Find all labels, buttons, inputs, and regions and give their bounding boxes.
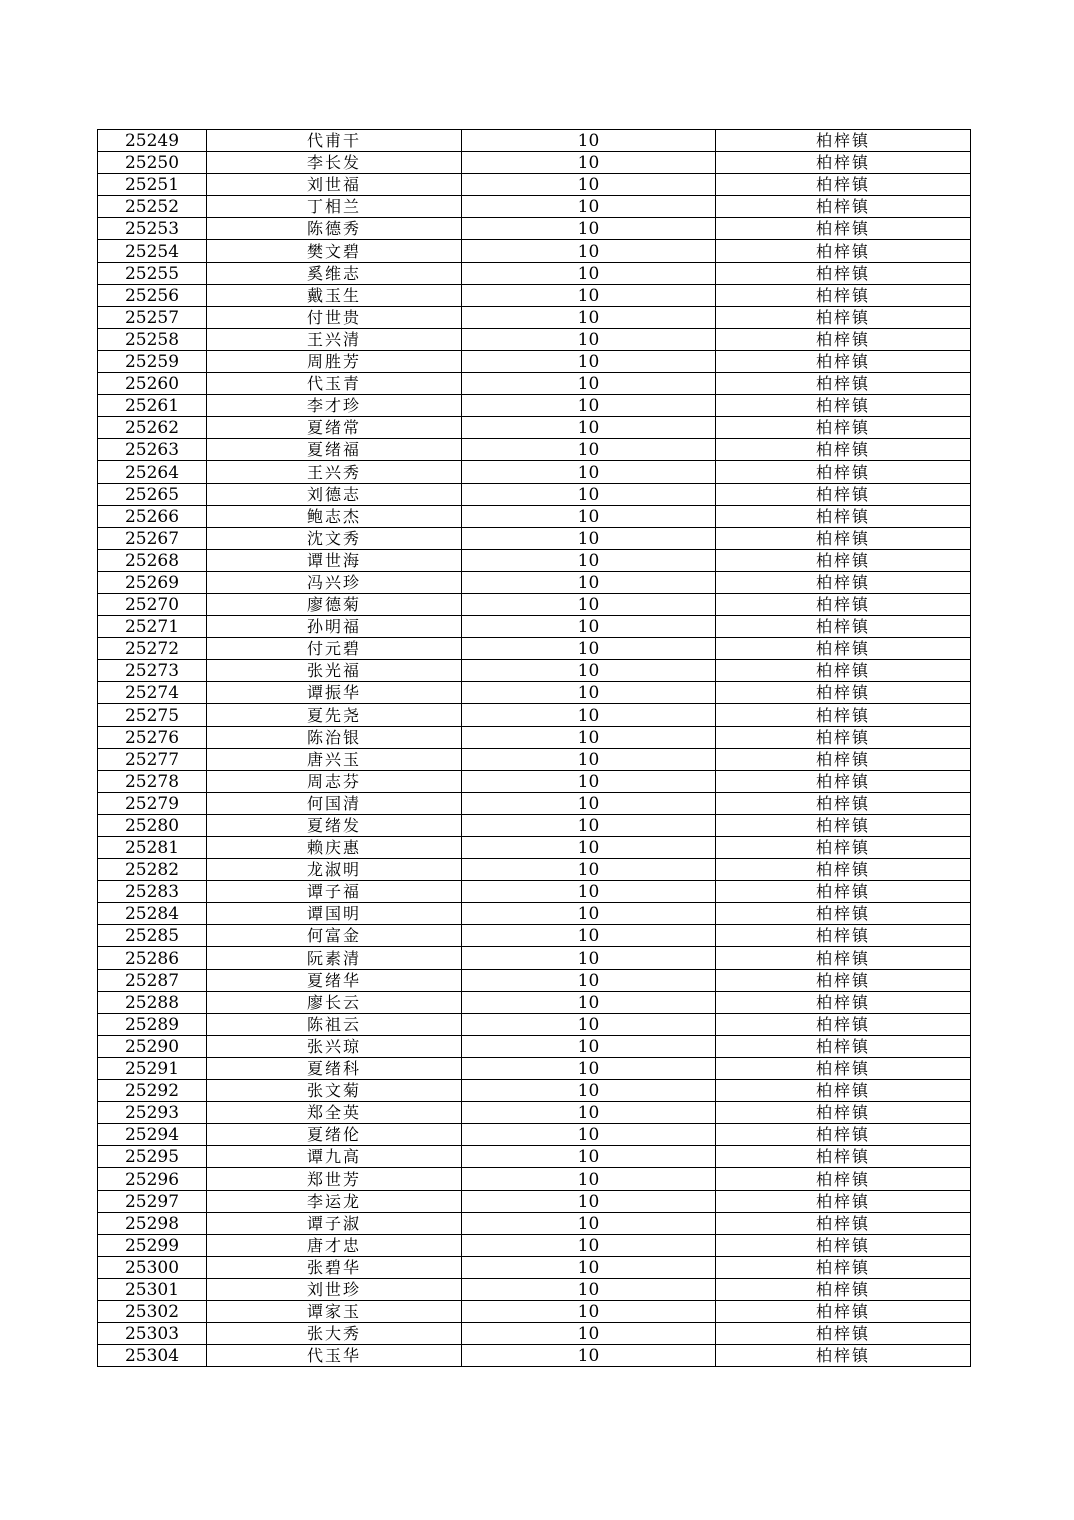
row-number-cell: 25299 — [98, 1234, 207, 1256]
row-number-cell: 25259 — [98, 350, 207, 372]
town-cell: 柏梓镇 — [716, 638, 971, 660]
amount-cell: 10 — [462, 969, 716, 991]
town-cell: 柏梓镇 — [716, 1256, 971, 1278]
name-cell: 夏先尧 — [207, 704, 462, 726]
town-cell: 柏梓镇 — [716, 903, 971, 925]
town-cell: 柏梓镇 — [716, 704, 971, 726]
town-cell: 柏梓镇 — [716, 130, 971, 152]
table-row — [98, 881, 971, 903]
amount-cell: 10 — [462, 748, 716, 770]
town-cell: 柏梓镇 — [716, 571, 971, 593]
town-cell: 柏梓镇 — [716, 439, 971, 461]
table-row — [98, 1234, 971, 1256]
town-cell: 柏梓镇 — [716, 395, 971, 417]
table-row — [98, 417, 971, 439]
table-row — [98, 284, 971, 306]
row-number-cell: 25278 — [98, 770, 207, 792]
town-cell: 柏梓镇 — [716, 660, 971, 682]
amount-cell: 10 — [462, 1190, 716, 1212]
row-number-cell: 25302 — [98, 1300, 207, 1322]
row-number-cell: 25277 — [98, 748, 207, 770]
row-number-cell: 25265 — [98, 483, 207, 505]
row-number-cell: 25270 — [98, 593, 207, 615]
table-row — [98, 571, 971, 593]
name-cell: 沈文秀 — [207, 527, 462, 549]
town-cell: 柏梓镇 — [716, 616, 971, 638]
name-cell: 冯兴珍 — [207, 571, 462, 593]
amount-cell: 10 — [462, 240, 716, 262]
amount-cell: 10 — [462, 527, 716, 549]
amount-cell: 10 — [462, 174, 716, 196]
name-cell: 陈治银 — [207, 726, 462, 748]
table-row — [98, 837, 971, 859]
row-number-cell: 25284 — [98, 903, 207, 925]
town-cell: 柏梓镇 — [716, 1080, 971, 1102]
name-cell: 周胜芳 — [207, 350, 462, 372]
row-number-cell: 25286 — [98, 947, 207, 969]
table-row — [98, 991, 971, 1013]
name-cell: 奚维志 — [207, 262, 462, 284]
name-cell: 赖庆惠 — [207, 837, 462, 859]
name-cell: 张文菊 — [207, 1080, 462, 1102]
town-cell: 柏梓镇 — [716, 196, 971, 218]
amount-cell: 10 — [462, 218, 716, 240]
amount-cell: 10 — [462, 328, 716, 350]
name-cell: 付世贵 — [207, 306, 462, 328]
row-number-cell: 25303 — [98, 1323, 207, 1345]
name-cell: 何国清 — [207, 792, 462, 814]
row-number-cell: 25304 — [98, 1345, 207, 1367]
data-table — [97, 129, 971, 1367]
table-row — [98, 748, 971, 770]
table-row — [98, 505, 971, 527]
row-number-cell: 25279 — [98, 792, 207, 814]
name-cell: 谭家玉 — [207, 1300, 462, 1322]
town-cell: 柏梓镇 — [716, 1234, 971, 1256]
town-cell: 柏梓镇 — [716, 218, 971, 240]
name-cell: 李长发 — [207, 152, 462, 174]
table-row — [98, 682, 971, 704]
name-cell: 付元碧 — [207, 638, 462, 660]
amount-cell: 10 — [462, 505, 716, 527]
amount-cell: 10 — [462, 925, 716, 947]
town-cell: 柏梓镇 — [716, 152, 971, 174]
amount-cell: 10 — [462, 417, 716, 439]
row-number-cell: 25289 — [98, 1013, 207, 1035]
name-cell: 张大秀 — [207, 1323, 462, 1345]
amount-cell: 10 — [462, 770, 716, 792]
amount-cell: 10 — [462, 1102, 716, 1124]
table-row — [98, 549, 971, 571]
row-number-cell: 25258 — [98, 328, 207, 350]
table-row — [98, 218, 971, 240]
amount-cell: 10 — [462, 152, 716, 174]
town-cell: 柏梓镇 — [716, 284, 971, 306]
town-cell: 柏梓镇 — [716, 770, 971, 792]
row-number-cell: 25292 — [98, 1080, 207, 1102]
name-cell: 郑世芳 — [207, 1168, 462, 1190]
town-cell: 柏梓镇 — [716, 505, 971, 527]
table-row — [98, 969, 971, 991]
town-cell: 柏梓镇 — [716, 991, 971, 1013]
name-cell: 张光福 — [207, 660, 462, 682]
amount-cell: 10 — [462, 571, 716, 593]
row-number-cell: 25287 — [98, 969, 207, 991]
amount-cell: 10 — [462, 130, 716, 152]
row-number-cell: 25263 — [98, 439, 207, 461]
amount-cell: 10 — [462, 1146, 716, 1168]
row-number-cell: 25249 — [98, 130, 207, 152]
table-row — [98, 947, 971, 969]
name-cell: 李运龙 — [207, 1190, 462, 1212]
name-cell: 李才珍 — [207, 395, 462, 417]
town-cell: 柏梓镇 — [716, 1013, 971, 1035]
table-row — [98, 616, 971, 638]
name-cell: 夏绪福 — [207, 439, 462, 461]
row-number-cell: 25297 — [98, 1190, 207, 1212]
table-row — [98, 527, 971, 549]
row-number-cell: 25260 — [98, 373, 207, 395]
name-cell: 龙淑明 — [207, 859, 462, 881]
amount-cell: 10 — [462, 306, 716, 328]
name-cell: 陈祖云 — [207, 1013, 462, 1035]
town-cell: 柏梓镇 — [716, 328, 971, 350]
amount-cell: 10 — [462, 350, 716, 372]
row-number-cell: 25262 — [98, 417, 207, 439]
row-number-cell: 25272 — [98, 638, 207, 660]
table-row — [98, 792, 971, 814]
name-cell: 代甫干 — [207, 130, 462, 152]
table-row — [98, 240, 971, 262]
table-row — [98, 726, 971, 748]
row-number-cell: 25276 — [98, 726, 207, 748]
amount-cell: 10 — [462, 991, 716, 1013]
table-row — [98, 395, 971, 417]
name-cell: 戴玉生 — [207, 284, 462, 306]
name-cell: 谭九高 — [207, 1146, 462, 1168]
row-number-cell: 25280 — [98, 814, 207, 836]
town-cell: 柏梓镇 — [716, 969, 971, 991]
table-row — [98, 1035, 971, 1057]
amount-cell: 10 — [462, 1345, 716, 1367]
amount-cell: 10 — [462, 1013, 716, 1035]
amount-cell: 10 — [462, 1278, 716, 1300]
town-cell: 柏梓镇 — [716, 549, 971, 571]
town-cell: 柏梓镇 — [716, 947, 971, 969]
town-cell: 柏梓镇 — [716, 1345, 971, 1367]
amount-cell: 10 — [462, 1035, 716, 1057]
town-cell: 柏梓镇 — [716, 306, 971, 328]
town-cell: 柏梓镇 — [716, 837, 971, 859]
table-row — [98, 152, 971, 174]
name-cell: 刘世珍 — [207, 1278, 462, 1300]
name-cell: 夏绪伦 — [207, 1124, 462, 1146]
town-cell: 柏梓镇 — [716, 925, 971, 947]
table-row — [98, 1080, 971, 1102]
town-cell: 柏梓镇 — [716, 748, 971, 770]
row-number-cell: 25283 — [98, 881, 207, 903]
town-cell: 柏梓镇 — [716, 1323, 971, 1345]
table-row — [98, 196, 971, 218]
amount-cell: 10 — [462, 660, 716, 682]
town-cell: 柏梓镇 — [716, 682, 971, 704]
name-cell: 孙明福 — [207, 616, 462, 638]
amount-cell: 10 — [462, 1124, 716, 1146]
name-cell: 张兴琼 — [207, 1035, 462, 1057]
town-cell: 柏梓镇 — [716, 262, 971, 284]
amount-cell: 10 — [462, 284, 716, 306]
row-number-cell: 25282 — [98, 859, 207, 881]
table-row — [98, 1102, 971, 1124]
row-number-cell: 25295 — [98, 1146, 207, 1168]
table-row — [98, 1190, 971, 1212]
row-number-cell: 25275 — [98, 704, 207, 726]
row-number-cell: 25255 — [98, 262, 207, 284]
name-cell: 樊文碧 — [207, 240, 462, 262]
town-cell: 柏梓镇 — [716, 240, 971, 262]
name-cell: 代玉青 — [207, 373, 462, 395]
name-cell: 张碧华 — [207, 1256, 462, 1278]
table-row — [98, 859, 971, 881]
amount-cell: 10 — [462, 1234, 716, 1256]
town-cell: 柏梓镇 — [716, 350, 971, 372]
row-number-cell: 25288 — [98, 991, 207, 1013]
town-cell: 柏梓镇 — [716, 1212, 971, 1234]
amount-cell: 10 — [462, 726, 716, 748]
table-row — [98, 306, 971, 328]
table-row — [98, 1300, 971, 1322]
name-cell: 鲍志杰 — [207, 505, 462, 527]
amount-cell: 10 — [462, 1057, 716, 1079]
amount-cell: 10 — [462, 1212, 716, 1234]
name-cell: 谭子淑 — [207, 1212, 462, 1234]
amount-cell: 10 — [462, 395, 716, 417]
row-number-cell: 25293 — [98, 1102, 207, 1124]
amount-cell: 10 — [462, 483, 716, 505]
table-row — [98, 1323, 971, 1345]
town-cell: 柏梓镇 — [716, 1124, 971, 1146]
amount-cell: 10 — [462, 1300, 716, 1322]
table-row — [98, 903, 971, 925]
name-cell: 廖长云 — [207, 991, 462, 1013]
town-cell: 柏梓镇 — [716, 527, 971, 549]
amount-cell: 10 — [462, 439, 716, 461]
row-number-cell: 25274 — [98, 682, 207, 704]
name-cell: 刘世福 — [207, 174, 462, 196]
town-cell: 柏梓镇 — [716, 1102, 971, 1124]
name-cell: 谭振华 — [207, 682, 462, 704]
town-cell: 柏梓镇 — [716, 792, 971, 814]
table-row — [98, 1212, 971, 1234]
amount-cell: 10 — [462, 814, 716, 836]
name-cell: 廖德菊 — [207, 593, 462, 615]
table-row — [98, 373, 971, 395]
row-number-cell: 25257 — [98, 306, 207, 328]
table-row — [98, 704, 971, 726]
name-cell: 王兴清 — [207, 328, 462, 350]
table-row — [98, 262, 971, 284]
town-cell: 柏梓镇 — [716, 1057, 971, 1079]
amount-cell: 10 — [462, 881, 716, 903]
row-number-cell: 25268 — [98, 549, 207, 571]
row-number-cell: 25252 — [98, 196, 207, 218]
amount-cell: 10 — [462, 792, 716, 814]
name-cell: 唐兴玉 — [207, 748, 462, 770]
amount-cell: 10 — [462, 837, 716, 859]
name-cell: 代玉华 — [207, 1345, 462, 1367]
amount-cell: 10 — [462, 461, 716, 483]
name-cell: 夏绪发 — [207, 814, 462, 836]
row-number-cell: 25256 — [98, 284, 207, 306]
table-row — [98, 1256, 971, 1278]
name-cell: 夏绪科 — [207, 1057, 462, 1079]
amount-cell: 10 — [462, 947, 716, 969]
name-cell: 唐才忠 — [207, 1234, 462, 1256]
row-number-cell: 25261 — [98, 395, 207, 417]
row-number-cell: 25294 — [98, 1124, 207, 1146]
row-number-cell: 25273 — [98, 660, 207, 682]
amount-cell: 10 — [462, 682, 716, 704]
name-cell: 陈德秀 — [207, 218, 462, 240]
table-body — [98, 130, 971, 1367]
row-number-cell: 25290 — [98, 1035, 207, 1057]
name-cell: 何富金 — [207, 925, 462, 947]
table-row — [98, 439, 971, 461]
row-number-cell: 25281 — [98, 837, 207, 859]
town-cell: 柏梓镇 — [716, 373, 971, 395]
town-cell: 柏梓镇 — [716, 417, 971, 439]
name-cell: 谭子福 — [207, 881, 462, 903]
row-number-cell: 25264 — [98, 461, 207, 483]
row-number-cell: 25291 — [98, 1057, 207, 1079]
amount-cell: 10 — [462, 196, 716, 218]
row-number-cell: 25269 — [98, 571, 207, 593]
row-number-cell: 25266 — [98, 505, 207, 527]
table-row — [98, 660, 971, 682]
town-cell: 柏梓镇 — [716, 1035, 971, 1057]
town-cell: 柏梓镇 — [716, 859, 971, 881]
table-row — [98, 483, 971, 505]
town-cell: 柏梓镇 — [716, 593, 971, 615]
town-cell: 柏梓镇 — [716, 1190, 971, 1212]
town-cell: 柏梓镇 — [716, 483, 971, 505]
row-number-cell: 25285 — [98, 925, 207, 947]
table-row — [98, 770, 971, 792]
table-row — [98, 1278, 971, 1300]
table-row — [98, 1124, 971, 1146]
table-row — [98, 925, 971, 947]
amount-cell: 10 — [462, 638, 716, 660]
name-cell: 阮素清 — [207, 947, 462, 969]
amount-cell: 10 — [462, 1168, 716, 1190]
row-number-cell: 25300 — [98, 1256, 207, 1278]
amount-cell: 10 — [462, 1323, 716, 1345]
name-cell: 周志芬 — [207, 770, 462, 792]
table-row — [98, 1168, 971, 1190]
name-cell: 丁相兰 — [207, 196, 462, 218]
amount-cell: 10 — [462, 593, 716, 615]
row-number-cell: 25298 — [98, 1212, 207, 1234]
town-cell: 柏梓镇 — [716, 461, 971, 483]
amount-cell: 10 — [462, 373, 716, 395]
amount-cell: 10 — [462, 1080, 716, 1102]
name-cell: 谭国明 — [207, 903, 462, 925]
row-number-cell: 25253 — [98, 218, 207, 240]
table-row — [98, 1345, 971, 1367]
town-cell: 柏梓镇 — [716, 1300, 971, 1322]
town-cell: 柏梓镇 — [716, 881, 971, 903]
amount-cell: 10 — [462, 859, 716, 881]
table-row — [98, 461, 971, 483]
town-cell: 柏梓镇 — [716, 1146, 971, 1168]
row-number-cell: 25301 — [98, 1278, 207, 1300]
row-number-cell: 25296 — [98, 1168, 207, 1190]
table-row — [98, 593, 971, 615]
name-cell: 夏绪常 — [207, 417, 462, 439]
table-row — [98, 1013, 971, 1035]
name-cell: 王兴秀 — [207, 461, 462, 483]
row-number-cell: 25271 — [98, 616, 207, 638]
table-row — [98, 1057, 971, 1079]
row-number-cell: 25267 — [98, 527, 207, 549]
town-cell: 柏梓镇 — [716, 1168, 971, 1190]
table-row — [98, 638, 971, 660]
amount-cell: 10 — [462, 616, 716, 638]
amount-cell: 10 — [462, 262, 716, 284]
amount-cell: 10 — [462, 1256, 716, 1278]
town-cell: 柏梓镇 — [716, 1278, 971, 1300]
amount-cell: 10 — [462, 549, 716, 571]
table-row — [98, 328, 971, 350]
amount-cell: 10 — [462, 704, 716, 726]
table-row — [98, 130, 971, 152]
table-row — [98, 1146, 971, 1168]
town-cell: 柏梓镇 — [716, 814, 971, 836]
name-cell: 夏绪华 — [207, 969, 462, 991]
row-number-cell: 25251 — [98, 174, 207, 196]
name-cell: 刘德志 — [207, 483, 462, 505]
name-cell: 谭世海 — [207, 549, 462, 571]
town-cell: 柏梓镇 — [716, 174, 971, 196]
row-number-cell: 25250 — [98, 152, 207, 174]
town-cell: 柏梓镇 — [716, 726, 971, 748]
amount-cell: 10 — [462, 903, 716, 925]
table-row — [98, 350, 971, 372]
row-number-cell: 25254 — [98, 240, 207, 262]
name-cell: 郑全英 — [207, 1102, 462, 1124]
table-row — [98, 814, 971, 836]
table-row — [98, 174, 971, 196]
